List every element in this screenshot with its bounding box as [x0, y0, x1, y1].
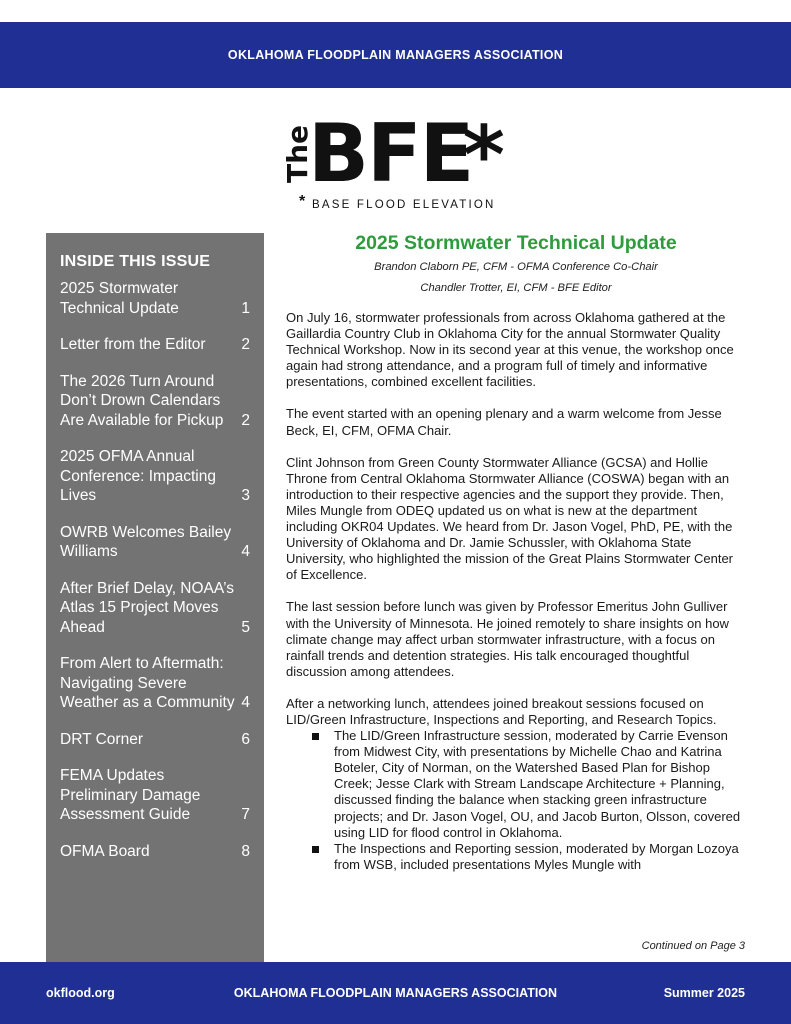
toc-item-title: 2025 Stormwater Technical Update [60, 280, 179, 317]
article-paragraph: The event started with an opening plenary and a warm welcome from Jesse Beck, EI, CFM, OFMA Chair. [286, 406, 722, 438]
footer-website-link[interactable]: okflood.org [46, 986, 115, 1000]
toc-item[interactable] [60, 335, 250, 355]
toc-item-page: 6 [241, 730, 250, 748]
masthead-subtitle: BASE FLOOD ELEVATION [312, 199, 496, 211]
masthead-star: * [463, 109, 505, 202]
toc-item[interactable] [60, 654, 250, 713]
session-list [286, 728, 746, 873]
header-org-name: OKLAHOMA FLOODPLAIN MANAGERS ASSOCIATION [227, 48, 564, 62]
masthead-the: The [281, 124, 314, 184]
article-body [286, 310, 746, 873]
toc-item-page: 2 [241, 411, 250, 429]
toc-item-page: 7 [241, 806, 250, 823]
toc-item[interactable] [60, 766, 250, 825]
toc-item-page: 5 [241, 618, 250, 636]
toc-item[interactable] [60, 447, 250, 506]
inside-this-issue-sidebar [46, 233, 264, 963]
article [286, 231, 746, 873]
continued-note[interactable]: Continued on Page 3 [641, 940, 745, 952]
article-paragraph: On July 16, stormwater professionals from across Oklahoma gathered at the Gaillardia Country Club in Oklahoma City for the annual Stormwater Quality Technical Workshop. Now in its second year at this venue, the workshop once again had strong attendance, and a program full of timely and informative presentations, combined excellent facilities. [286, 310, 734, 390]
toc-item-title: OWRB Welcomes Bailey Williams [60, 523, 232, 560]
article-byline: Brandon Claborn PE, CFM - OFMA Conference Co-Chair [374, 261, 658, 273]
toc-item[interactable] [60, 579, 250, 638]
article-paragraph: Clint Johnson from Green County Stormwater Alliance (GCSA) and Hollie Throne from Central Oklahoma Stormwater Alliance (COSWA) began with an introduction to their respective agencies and the support they provide. Then, Miles Mungle from ODEQ updated us on what is new at the department including OKR04 Updates. We heard from Dr. Jason Vogel, PhD, PE, with the University of Oklahoma and Dr. Jamie Schussler, with Oklahoma State University, who highlighted the mission of the Great Plains Stormwater Center of Excellence. [286, 454, 734, 583]
header-banner [0, 22, 791, 88]
article-byline: Chandler Trotter, EI, CFM - BFE Editor [420, 282, 612, 294]
toc-item-title: Letter from the Editor [60, 336, 206, 353]
footer-org-name: OKLAHOMA FLOODPLAIN MANAGERS ASSOCIATION [233, 986, 558, 1000]
toc-item-title: DRT Corner [60, 730, 143, 748]
toc-item[interactable] [60, 372, 250, 431]
article-title: 2025 Stormwater Technical Update [355, 232, 677, 254]
toc-item[interactable] [60, 523, 250, 562]
toc-item-page: 1 [241, 299, 250, 317]
toc-item-page: 8 [241, 842, 250, 860]
footer-banner [0, 962, 791, 1024]
article-paragraph: After a networking lunch, attendees joined breakout sessions focused on LID/Green Infrastructure, Inspections and Reporting, and Research Topics. [286, 695, 717, 727]
toc-item-title: The 2026 Turn Around Don’t Drown Calendars Are Available for Pickup [60, 372, 224, 429]
toc-item[interactable] [60, 730, 250, 750]
toc-item-page: 4 [241, 543, 250, 560]
sidebar-heading: INSIDE THIS ISSUE [60, 253, 211, 270]
toc-item[interactable] [60, 842, 250, 862]
masthead-title: BFE [308, 107, 473, 200]
list-item: The Inspections and Reporting session, moderated by Morgan Lozoya from WSB, included presentations Myles Mungle with [286, 841, 746, 873]
list-item: The LID/Green Infrastructure session, moderated by Carrie Evenson from Midwest City, with presentations by Michelle Chao and Katrina Boteler, City of Norman, on the Watershed Based Plan for Bishop Creek; Jesse Clark with Stream Landscape Architecture + Planning, discussed finding the balance when stacking green infrastructure projects; and Dr. Jason Vogel, OU, and Jacob Burton, Olsson, covered using LID for flood control in Oklahoma. [286, 728, 746, 841]
toc-item-page: 3 [241, 487, 250, 504]
toc-item[interactable] [60, 279, 250, 318]
article-paragraph: The last session before lunch was given by Professor Emeritus John Gulliver with the University of Minnesota. He joined remotely to share insights on how climate change may affect urban stormwater infrastructure, with a focus on rainfall trends and detention strategies. His talk encouraged thoughtful discussion among attendees. [286, 599, 729, 679]
toc-item-title: 2025 OFMA Annual Conference: Impacting Lives [60, 448, 216, 504]
toc-item-page: 2 [241, 336, 250, 353]
toc-item-page: 4 [241, 694, 250, 711]
toc-item-title: OFMA Board [60, 842, 150, 860]
masthead-small-star: * [299, 193, 306, 210]
toc-item-title: After Brief Delay, NOAA’s Atlas 15 Project Moves Ahead [60, 579, 234, 636]
toc-item-title: From Alert to Aftermath: Navigating Severe Weather as a Community [60, 655, 235, 711]
toc-item-title: FEMA Updates Preliminary Damage Assessment Guide [60, 767, 201, 823]
footer-issue: Summer 2025 [663, 986, 745, 1000]
